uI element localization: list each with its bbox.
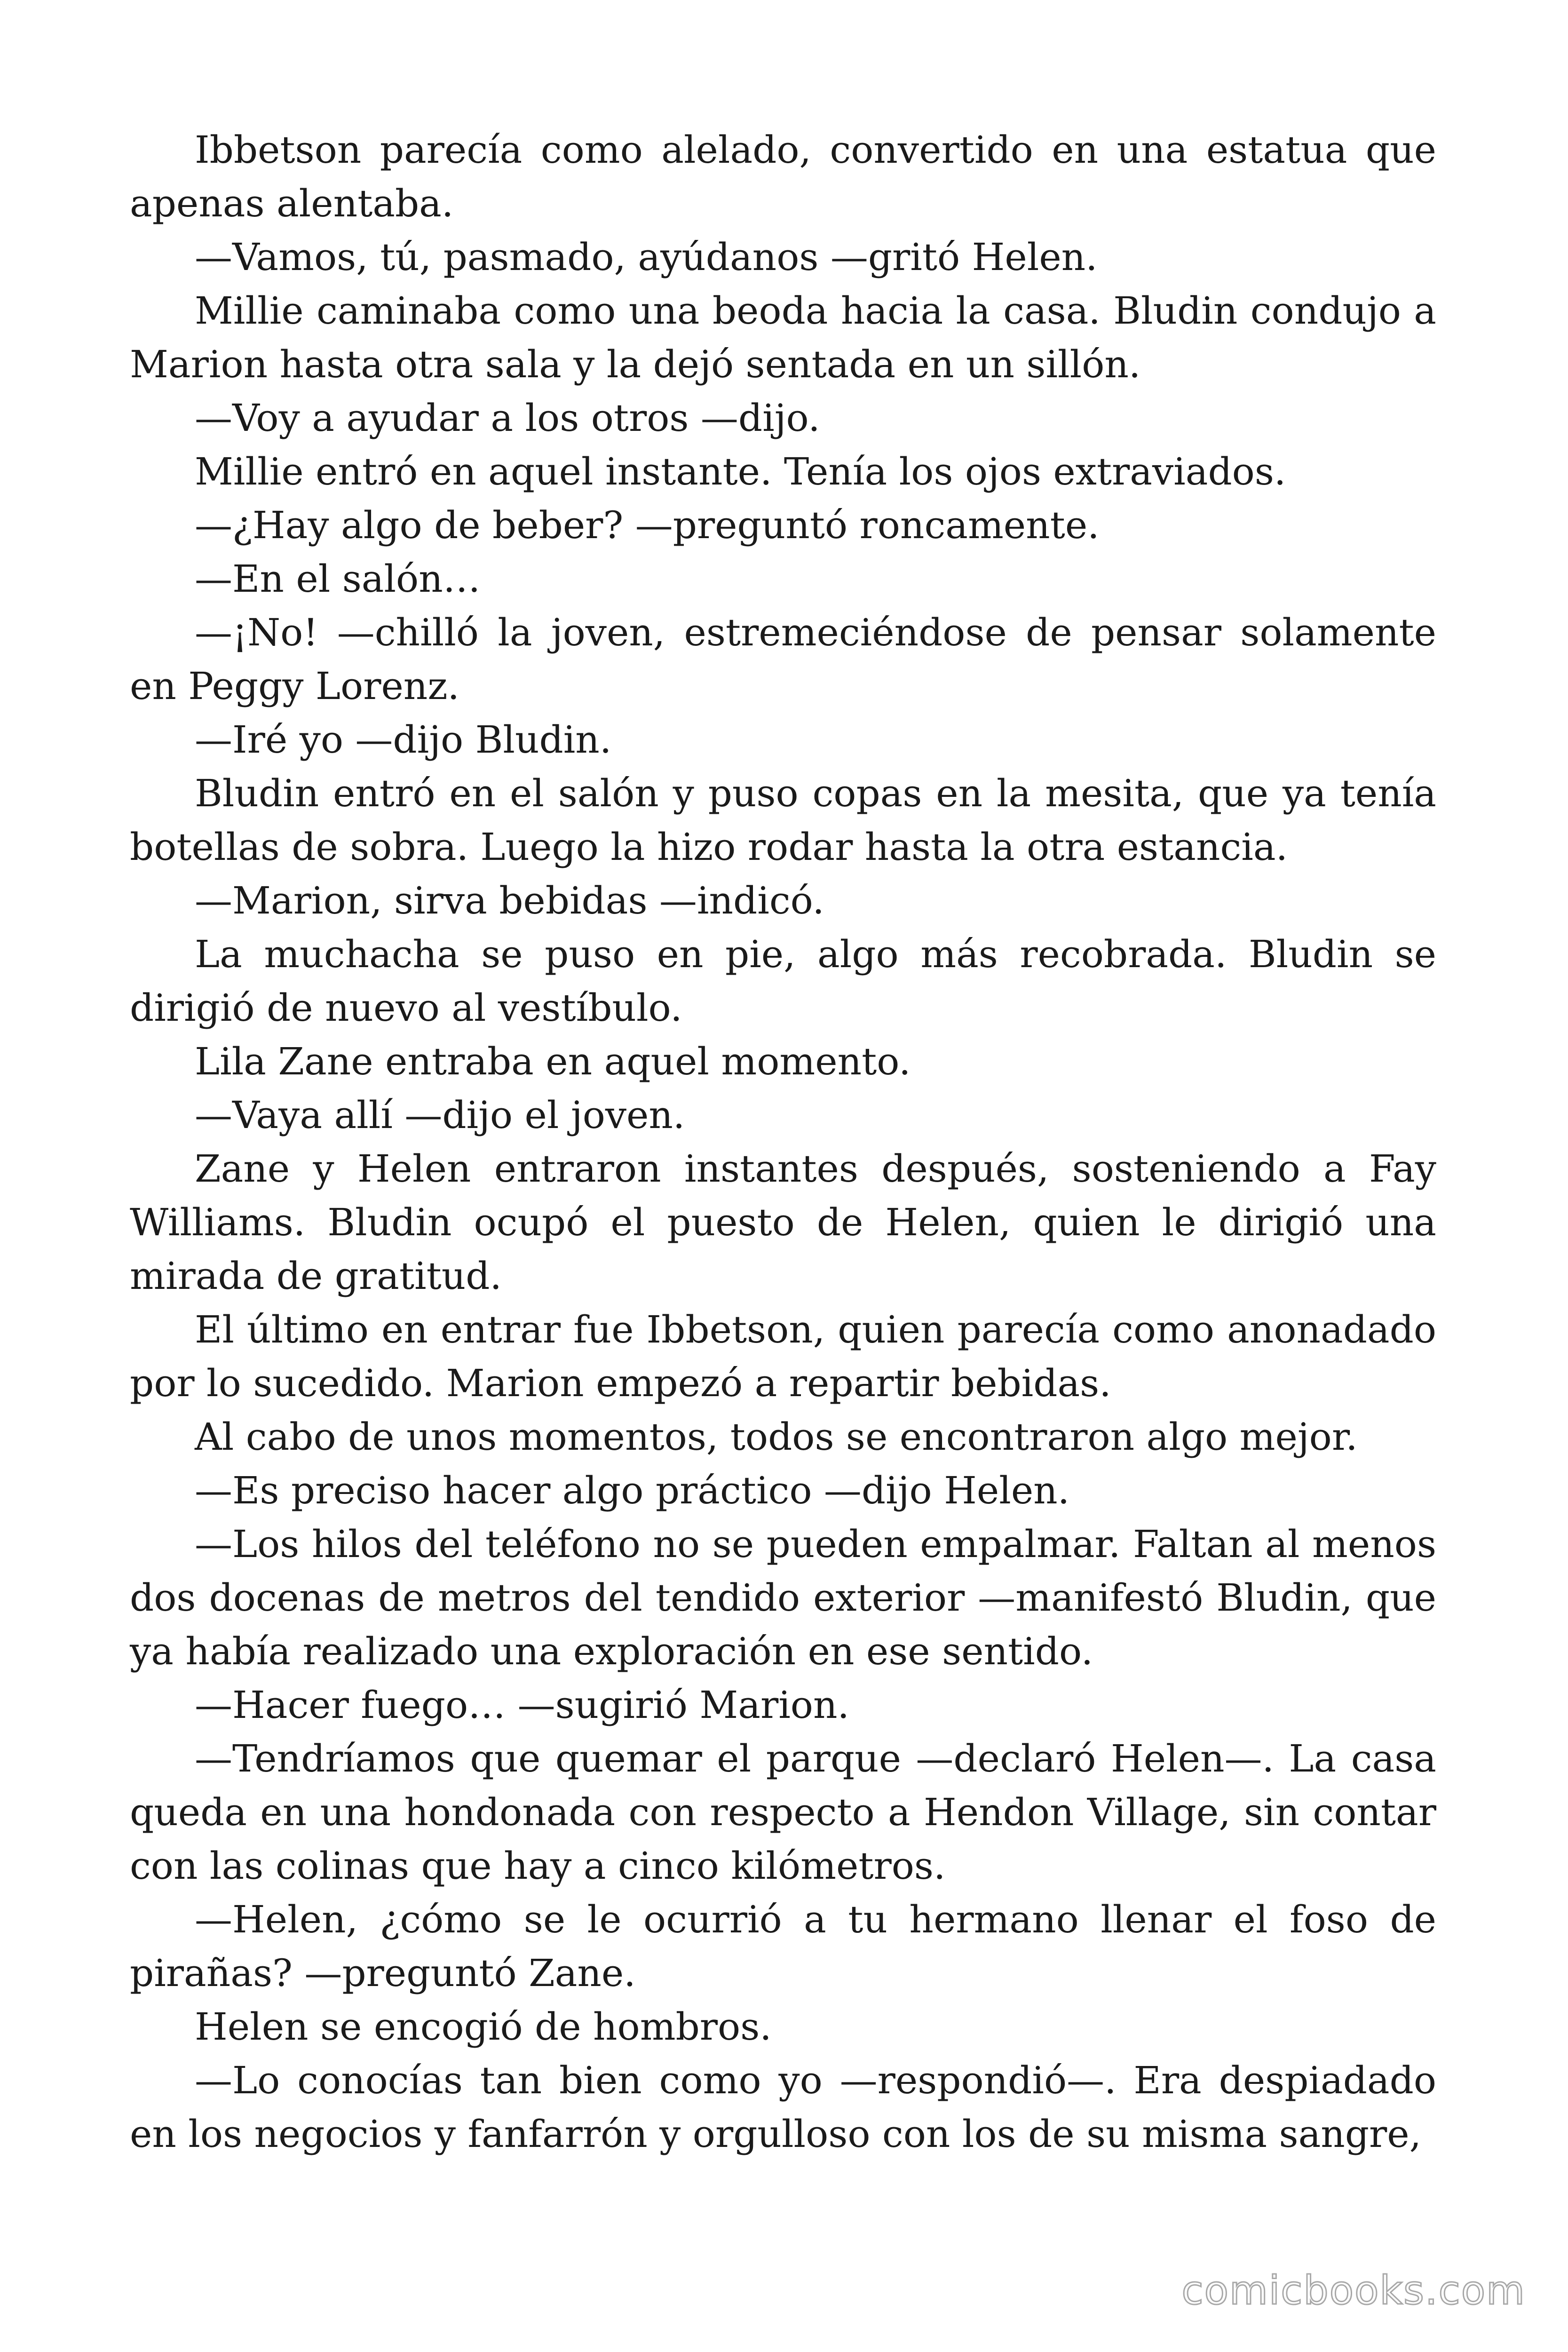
paragraph: Helen se encogió de hombros. — [195, 2005, 772, 2049]
paragraph: —En el salón… — [195, 557, 481, 601]
paragraph: —Marion, sirva bebidas —indicó. — [195, 879, 824, 922]
paragraph: La muchacha se puso en pie, algo más recobrada. Bludin se dirigió de nuevo al vestíbulo. — [130, 932, 1436, 1030]
site-watermark: comicbooks.com — [1181, 2267, 1526, 2313]
paragraph: —Voy a ayudar a los otros —dijo. — [195, 396, 820, 440]
paragraph: —Es preciso hacer algo práctico —dijo Helen. — [195, 1469, 1070, 1512]
paragraph: —¡No! —chilló la joven, estremeciéndose de pensar solamente en Peggy Lorenz. — [130, 611, 1436, 708]
paragraph: —¿Hay algo de beber? —preguntó roncamente. — [195, 503, 1100, 547]
paragraph: —Helen, ¿cómo se le ocurrió a tu hermano llenar el foso de pirañas? —preguntó Zane. — [130, 1898, 1436, 1995]
paragraph: —Hacer fuego… —sugirió Marion. — [195, 1683, 849, 1727]
paragraph: —Tendríamos que quemar el parque —declaró Helen—. La casa queda en una hondonada con respecto a Hendon Village, sin contar con las colinas que hay a cinco kilómetros. — [130, 1737, 1436, 1888]
paragraph: —Lo conocías tan bien como yo —respondió—. Era despiadado en los negocios y fanfarrón y orgulloso con los de su misma sangre, — [130, 2058, 1436, 2156]
paragraph: —Iré yo —dijo Bludin. — [195, 718, 612, 762]
body-text — [130, 123, 1436, 2161]
paragraph: Lila Zane entraba en aquel momento. — [195, 1040, 911, 1083]
paragraph: —Vamos, tú, pasmado, ayúdanos —gritó Helen. — [195, 235, 1098, 279]
paragraph: Millie entró en aquel instante. Tenía los ojos extraviados. — [195, 450, 1286, 493]
paragraph: Ibbetson parecía como alelado, convertido en una estatua que apenas alentaba. — [130, 128, 1436, 225]
paragraph: El último en entrar fue Ibbetson, quien parecía como anonadado por lo sucedido. Marion empezó a repartir bebidas. — [130, 1308, 1436, 1405]
paragraph: —Los hilos del teléfono no se pueden empalmar. Faltan al menos dos docenas de metros del tendido exterior —manifestó Bludin, que ya había realizado una exploración en ese sentido. — [130, 1522, 1436, 1673]
paragraph: —Vaya allí —dijo el joven. — [195, 1093, 685, 1137]
paragraph: Al cabo de unos momentos, todos se encontraron algo mejor. — [195, 1415, 1358, 1459]
paragraph: Millie caminaba como una beoda hacia la casa. Bludin condujo a Marion hasta otra sala y la dejó sentada en un sillón. — [130, 289, 1436, 386]
paragraph: Bludin entró en el salón y puso copas en la mesita, que ya tenía botellas de sobra. Luego la hizo rodar hasta la otra estancia. — [130, 771, 1436, 869]
paragraph: Zane y Helen entraron instantes después, sosteniendo a Fay Williams. Bludin ocupó el puesto de Helen, quien le dirigió una mirada de gratitud. — [130, 1147, 1436, 1298]
